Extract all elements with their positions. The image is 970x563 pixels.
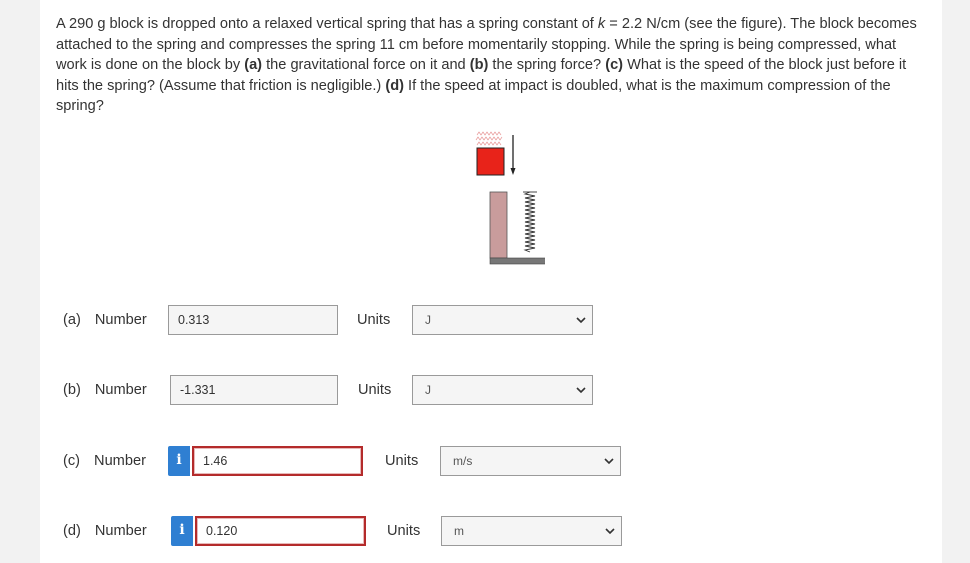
number-input-a[interactable]: 0.313 [168, 305, 338, 335]
number-input-b[interactable]: -1.331 [170, 375, 338, 405]
number-label: Number [94, 523, 147, 539]
number-label: Number [94, 312, 147, 328]
part-b-tag: (b) [469, 57, 489, 74]
falling-block [477, 148, 504, 175]
answer-label [63, 312, 147, 328]
part-letter: (a) [63, 312, 81, 328]
units-select-d[interactable] [441, 516, 622, 546]
units-select-b[interactable] [412, 375, 593, 405]
info-icon[interactable]: i [171, 516, 193, 546]
motion-streaks [476, 132, 502, 145]
units-label: Units [385, 453, 419, 469]
velocity-arrowhead [511, 168, 516, 175]
part-letter: (d) [63, 523, 81, 539]
selected-unit: J [425, 313, 431, 327]
units-select-a[interactable] [412, 305, 593, 335]
question-text-part: the spring force? [488, 57, 606, 74]
number-label: Number [94, 453, 146, 469]
chevron-down-icon [604, 457, 614, 465]
part-d-tag: (d) [385, 77, 404, 94]
units-select-c[interactable] [440, 446, 621, 476]
spring [523, 192, 537, 252]
question-text-part: = 2.2 N/cm (see the figure). The block becomes attached to the spring and compresses the spring 11 cm before momentarily stopping. While the spring is being compressed, what work is done on the block by [56, 16, 917, 74]
info-icon[interactable]: i [168, 446, 190, 476]
left-wall [490, 192, 507, 258]
spring-constant-symbol: k [597, 16, 606, 32]
question-text-part: What is the speed of the block just before it hits the spring? (Assume that friction is negligible.) [56, 57, 907, 94]
chevron-down-icon [576, 316, 586, 324]
answer-label [63, 523, 147, 539]
part-letter: (b) [63, 382, 81, 398]
part-c-tag: (c) [605, 57, 624, 74]
number-input-c[interactable]: 1.46 [192, 446, 363, 476]
chevron-down-icon [605, 527, 615, 535]
chevron-down-icon [576, 386, 586, 394]
number-label: Number [94, 382, 147, 398]
part-a-tag: (a) [244, 57, 263, 74]
units-label: Units [358, 382, 392, 398]
question-text-part: the gravitational force on it and [262, 57, 470, 74]
answer-label [63, 453, 146, 469]
number-input-d[interactable]: 0.120 [195, 516, 366, 546]
question-text [56, 14, 926, 117]
selected-unit: J [425, 383, 431, 397]
units-label: Units [387, 523, 421, 539]
part-letter: (c) [63, 453, 81, 469]
units-label: Units [357, 312, 391, 328]
question-page [40, 0, 942, 563]
floor [490, 258, 545, 264]
selected-unit: m [454, 524, 464, 538]
question-text-part: If the speed at impact is doubled, what is the maximum compression of the spring? [56, 77, 891, 115]
question-text-part: A 290 g block is dropped onto a relaxed vertical spring that has a spring constant of [56, 16, 598, 32]
answer-label [63, 382, 147, 398]
selected-unit: m/s [453, 454, 473, 468]
spring-block-figure [445, 125, 545, 270]
